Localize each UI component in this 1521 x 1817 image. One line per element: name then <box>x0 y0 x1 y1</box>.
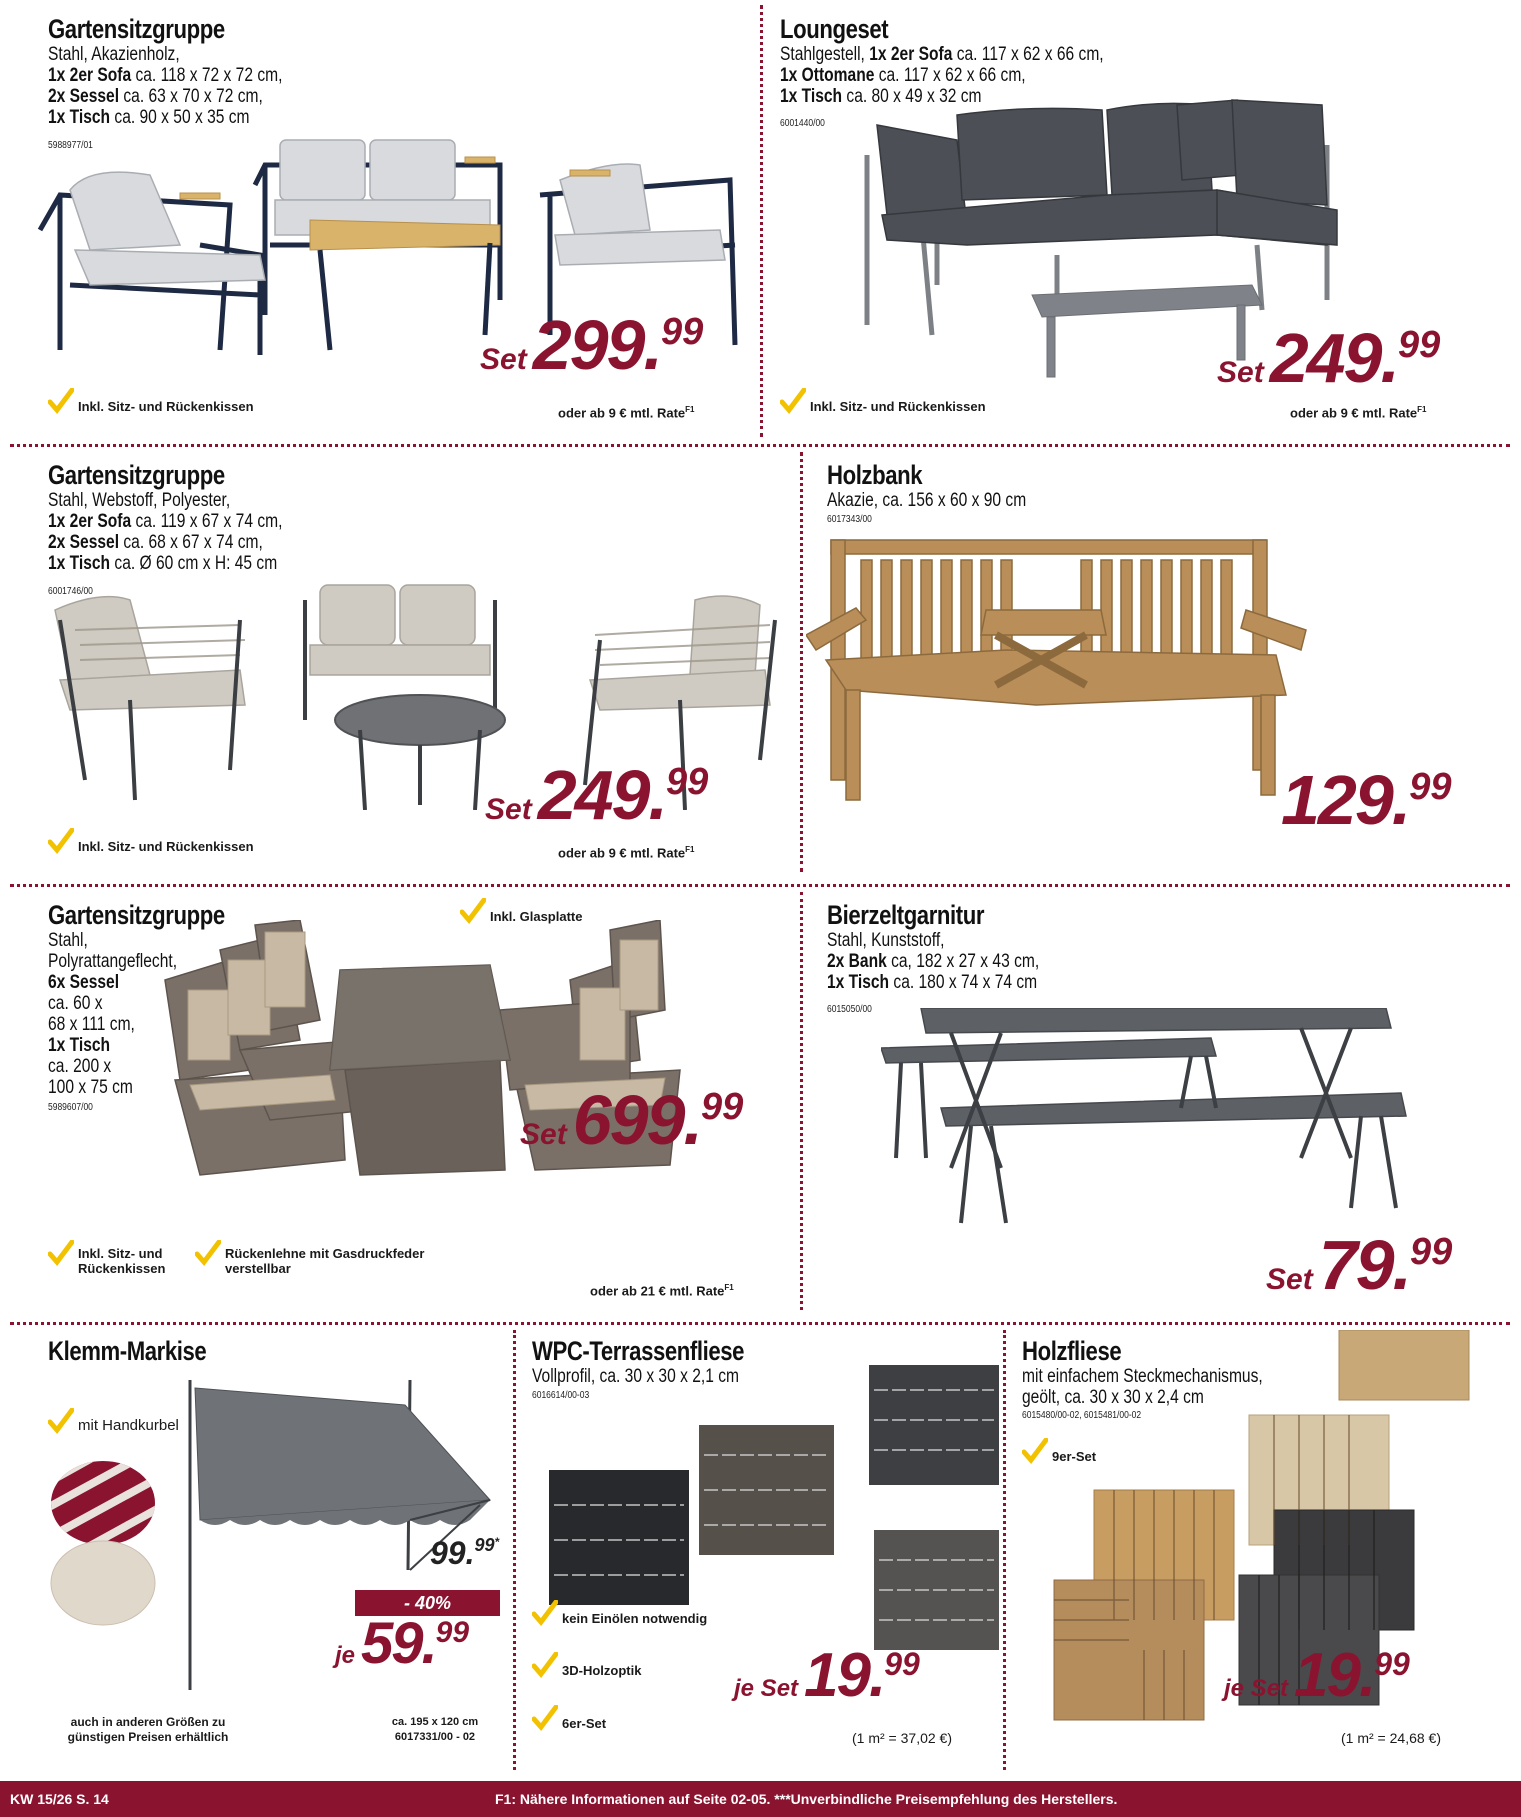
product-title: Gartensitzgruppe <box>48 900 225 930</box>
spec-line <box>780 65 1104 86</box>
product-price <box>485 755 708 835</box>
spec-line <box>48 86 282 107</box>
spec-line <box>48 44 282 65</box>
product-price <box>480 305 703 385</box>
product-gartensitzgruppe-1[interactable] <box>0 0 761 440</box>
product-title: Gartensitzgruppe <box>48 460 225 490</box>
product-price <box>520 1080 743 1160</box>
spec-line <box>48 107 282 128</box>
product-title: Holzfliese <box>1022 1336 1122 1366</box>
spec-highlight: 1x 2er Sofa <box>869 44 953 65</box>
spec-line <box>48 553 282 574</box>
spec-highlight: 1x Tisch <box>48 107 111 128</box>
spec-text: Stahl, Kunststoff, <box>827 930 945 951</box>
spec-line <box>48 993 177 1014</box>
divider-horizontal <box>10 444 1510 447</box>
spec-line <box>48 1035 177 1056</box>
spec-highlight: 6x Sessel <box>48 972 120 993</box>
spec-line <box>48 532 282 553</box>
page-footer <box>0 1781 1521 1817</box>
spec-text: Stahlgestell, <box>780 44 870 65</box>
spec-text: ca. 117 x 62 x 66 cm, <box>874 65 1026 86</box>
price-prefix: je Set <box>734 1675 799 1702</box>
article-number: 6016614/00-03 <box>532 1390 590 1401</box>
old-price-decimals: 99 <box>474 1535 495 1555</box>
spec-highlight: 1x 2er Sofa <box>48 65 132 86</box>
product-price <box>1266 1225 1452 1305</box>
divider-horizontal <box>10 1322 1510 1325</box>
spec-line <box>48 972 177 993</box>
product-loungeset[interactable] <box>762 0 1521 440</box>
price-decimals: 99 <box>1397 324 1441 366</box>
spec-text: 68 x 111 cm, <box>48 1014 135 1035</box>
price-decimals: 99 <box>665 761 709 803</box>
product-wpc-terrassenfliese[interactable] <box>514 1330 1003 1775</box>
price-prefix: Set <box>480 343 527 376</box>
feature-no-oiling <box>532 1600 707 1626</box>
checkmark-icon <box>48 388 74 414</box>
spec-line <box>48 1077 177 1098</box>
price-prefix: je <box>335 1642 356 1669</box>
feature-cushions <box>48 828 254 854</box>
checkmark-icon <box>780 388 806 414</box>
spec-text: Akazie, ca. 156 x 60 x 90 cm <box>827 490 1027 511</box>
spec-line <box>48 511 282 532</box>
unit-price: (1 m² = 24,68 €) <box>1341 1730 1441 1746</box>
feature-label: Inkl. Sitz- und Rückenkissen <box>78 399 254 414</box>
price-main: 249. <box>1269 319 1398 397</box>
spec-highlight: 1x Tisch <box>780 86 843 107</box>
price-main: 19. <box>804 1641 885 1710</box>
feature-backrest <box>195 1240 425 1276</box>
price-decimals: 99 <box>660 311 704 353</box>
feature-label: 3D-Holzoptik <box>562 1663 642 1678</box>
feature-6-set <box>532 1705 606 1731</box>
product-gartensitzgruppe-3[interactable] <box>0 890 800 1310</box>
spec-text: ca. 90 x 50 x 35 cm <box>110 107 250 128</box>
installment-rate: oder ab 9 € mtl. Rate$^{F1}$ <box>558 845 695 861</box>
feature-label: Inkl. Glasplatte <box>490 909 583 924</box>
spec-highlight: 1x Tisch <box>48 1035 111 1056</box>
product-title: Gartensitzgruppe <box>48 14 225 44</box>
spec-text: mit einfachem Steckmechanismus, <box>1022 1366 1263 1387</box>
product-price <box>1224 1640 1410 1711</box>
price-main: 79. <box>1318 1226 1410 1304</box>
fabric-swatch-beige-icon <box>48 1538 158 1628</box>
spec-text: Stahl, Webstoff, Polyester, <box>48 490 231 511</box>
price-prefix: Set <box>485 793 532 826</box>
price-decimals: 99 <box>700 1086 744 1128</box>
product-holzbank[interactable] <box>801 450 1521 880</box>
installment-rate: oder ab 21 € mtl. Rate$^{F1}$ <box>590 1283 734 1299</box>
wpc-tiles-image <box>539 1350 999 1680</box>
spec-line <box>48 1056 177 1077</box>
feature-cushions <box>48 388 254 414</box>
spec-text: ca. 60 x <box>48 993 103 1014</box>
product-specs <box>827 930 1039 993</box>
installment-rate: oder ab 9 € mtl. Rate$^{F1}$ <box>1290 405 1427 421</box>
feature-cushions <box>780 388 986 414</box>
checkmark-icon <box>532 1705 558 1731</box>
price-main: 129. <box>1281 761 1410 839</box>
spec-text: ca. 63 x 70 x 72 cm, <box>119 86 263 107</box>
installment-rate: oder ab 9 € mtl. Rate$^{F1}$ <box>558 405 695 421</box>
checkmark-icon <box>48 1240 74 1266</box>
article-number: 6001440/00 <box>780 118 825 129</box>
checkmark-icon <box>48 828 74 854</box>
spec-highlight: 1x 2er Sofa <box>48 511 132 532</box>
feature-3d-wood <box>532 1652 641 1678</box>
checkmark-icon <box>195 1240 221 1266</box>
spec-text: ca, 182 x 27 x 43 cm, <box>886 951 1040 972</box>
spec-text: ca. 118 x 72 x 72 cm, <box>131 65 283 86</box>
product-klemm-markise[interactable] <box>0 1330 513 1775</box>
article-number: 6015050/00 <box>827 1004 872 1015</box>
price-decimals: 99 <box>1410 1231 1453 1273</box>
feature-label: 9er-Set <box>1052 1449 1097 1464</box>
page-number: KW 15/26 S. 14 <box>10 1791 109 1807</box>
article-number: 6001746/00 <box>48 586 93 597</box>
discount-badge: - 40% <box>355 1590 500 1616</box>
spec-line <box>827 490 1026 511</box>
product-price <box>335 1610 469 1677</box>
checkmark-icon <box>532 1652 558 1678</box>
spec-text: ca. 80 x 49 x 32 cm <box>842 86 982 107</box>
spec-line <box>48 930 177 951</box>
footnote: F1: Nähere Informationen auf Seite 02-05. ***Unverbindliche Preisempfehlung des Herstellers. <box>495 1791 1118 1807</box>
beer-table-set-image <box>881 1008 1461 1238</box>
checkmark-icon <box>48 1408 74 1434</box>
old-price <box>430 1535 499 1572</box>
product-specs <box>48 44 282 128</box>
product-gartensitzgruppe-2[interactable] <box>0 450 800 880</box>
spec-highlight: 2x Bank <box>827 951 887 972</box>
spec-line <box>48 490 282 511</box>
spec-text: Stahl, Akazienholz, <box>48 44 180 65</box>
spec-line <box>780 44 1104 65</box>
price-prefix: je Set <box>1224 1675 1289 1702</box>
article-number: 6017343/00 <box>827 514 872 525</box>
feature-label: Inkl. Sitz- und Rückenkissen <box>78 839 254 854</box>
product-holzfliese[interactable] <box>1004 1330 1521 1775</box>
price-main: 249. <box>537 756 666 834</box>
product-specs <box>48 490 282 574</box>
old-price-main: 99. <box>430 1535 475 1571</box>
price-main: 299. <box>532 306 661 384</box>
spec-highlight: 1x Tisch <box>827 972 890 993</box>
feature-label: kein Einölen notwendig <box>562 1611 708 1626</box>
product-title: WPC-Terrassenfliese <box>532 1336 745 1366</box>
product-title: Holzbank <box>827 460 923 490</box>
spec-text: Vollprofil, ca. 30 x 30 x 2,1 cm <box>532 1366 739 1387</box>
fabric-swatch-red-icon <box>48 1458 158 1548</box>
spec-text: Stahl, <box>48 930 88 951</box>
spec-line <box>48 65 282 86</box>
article-number: 6017331/00 - 02 <box>394 1731 476 1743</box>
product-price <box>1281 760 1452 840</box>
spec-text: ca. Ø 60 cm x H: 45 cm <box>110 553 278 574</box>
feature-label: Inkl. Sitz- und Rückenkissen <box>810 399 986 414</box>
size-note: auch in anderen Größen zu günstigen Preisen erhältlich <box>67 1715 229 1744</box>
spec-text: ca. 68 x 67 x 74 cm, <box>119 532 263 553</box>
price-decimals: 99 <box>1409 766 1452 808</box>
price-prefix: Set <box>520 1118 567 1151</box>
spec-highlight: 2x Sessel <box>48 86 120 107</box>
size-info: ca. 195 x 120 cm <box>391 1716 479 1728</box>
product-bierzeltgarnitur[interactable] <box>801 890 1521 1310</box>
price-prefix: Set <box>1217 356 1264 389</box>
price-prefix: Set <box>1266 1263 1313 1296</box>
divider-horizontal <box>10 884 1510 887</box>
product-price <box>734 1640 920 1711</box>
spec-text: 100 x 75 cm <box>48 1077 133 1098</box>
spec-highlight: 1x Ottomane <box>780 65 875 86</box>
spec-highlight: 2x Sessel <box>48 532 120 553</box>
feature-label: 6er-Set <box>562 1716 607 1731</box>
spec-line <box>48 951 177 972</box>
price-main: 59. <box>361 1611 436 1676</box>
feature-label: mit Handkurbel <box>78 1417 179 1434</box>
spec-text: Polyrattangeflecht, <box>48 951 178 972</box>
article-number: 5989607/00 <box>48 1102 93 1113</box>
spec-line <box>48 1014 177 1035</box>
feature-label: Inkl. Sitz- und Rückenkissen <box>78 1246 166 1276</box>
product-title: Loungeset <box>780 14 889 44</box>
spec-line <box>827 951 1039 972</box>
product-specs <box>48 930 177 1098</box>
price-decimals: 99 <box>1374 1646 1410 1682</box>
old-price-asterisk: * <box>494 1535 500 1549</box>
spec-text: ca. 180 x 74 x 74 cm <box>889 972 1038 993</box>
product-price <box>1217 318 1440 398</box>
price-main: 19. <box>1294 1641 1375 1710</box>
product-title: Bierzeltgarnitur <box>827 900 985 930</box>
spec-text: geölt, ca. 30 x 30 x 2,4 cm <box>1022 1387 1204 1408</box>
price-decimals: 99 <box>435 1616 470 1649</box>
spec-text: ca. 117 x 62 x 66 cm, <box>952 44 1104 65</box>
product-title: Klemm-Markise <box>48 1336 207 1366</box>
article-number: 6015480/00-02, 6015481/00-02 <box>1022 1410 1142 1421</box>
price-decimals: 99 <box>884 1646 920 1682</box>
feature-label: Rückenlehne mit Gasdruckfeder verstellbar <box>225 1246 425 1276</box>
feature-cushions <box>48 1240 188 1276</box>
spec-text: ca. 200 x <box>48 1056 112 1077</box>
unit-price: (1 m² = 37,02 €) <box>852 1730 952 1746</box>
spec-text: ca. 119 x 67 x 74 cm, <box>131 511 283 532</box>
price-main: 699. <box>572 1081 701 1159</box>
product-specs <box>827 490 1026 511</box>
spec-highlight: 1x Tisch <box>48 553 111 574</box>
checkmark-icon <box>532 1600 558 1626</box>
spec-line <box>827 972 1039 993</box>
article-number: 5988977/01 <box>48 140 93 151</box>
spec-line <box>827 930 1039 951</box>
